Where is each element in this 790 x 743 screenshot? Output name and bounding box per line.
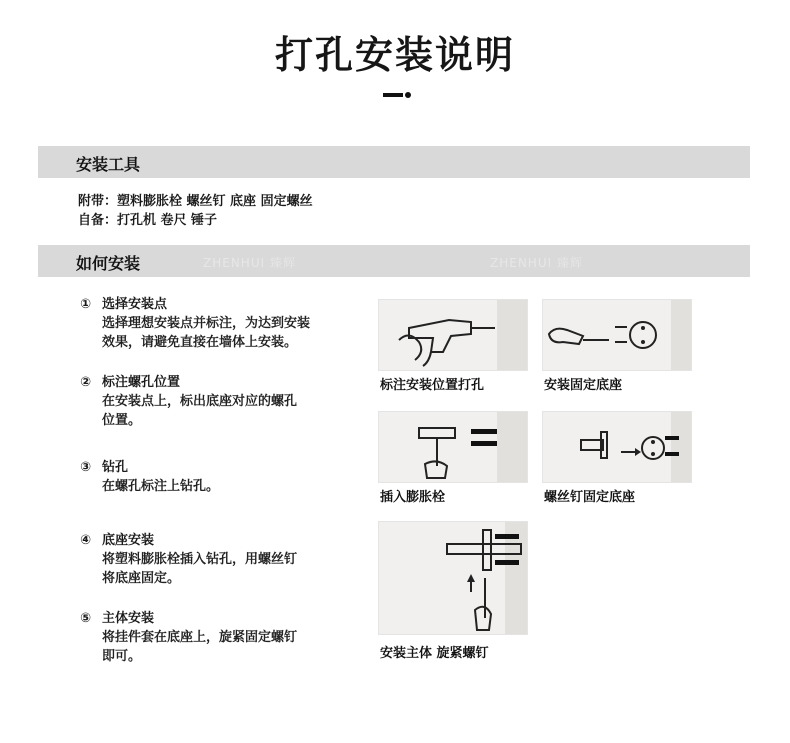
step-title: 选择安装点: [102, 297, 168, 312]
figure-screwdriver-base: [542, 299, 692, 371]
figure-caption: 螺丝钉固定底座: [544, 490, 636, 505]
step-number: ③: [80, 460, 92, 475]
watermark: ZHENHUI 臻辉: [490, 256, 583, 270]
tools-list: [78, 192, 313, 230]
hammer-anchor-icon: [379, 412, 527, 482]
screwdriver-base-icon: [543, 300, 691, 370]
figure-screw-base: [542, 411, 692, 483]
step-number: ⑤: [80, 611, 92, 626]
step-5: [80, 609, 297, 666]
figure-caption: 安装主体 旋紧螺钉: [380, 646, 489, 661]
step-4: [80, 531, 297, 588]
figure-caption: 标注安装位置打孔: [380, 378, 485, 393]
watermark: ZHENHUI 臻辉: [203, 256, 296, 270]
step-1: [80, 295, 310, 352]
step-desc-line: 在安装点上，标出底座对应的螺孔: [102, 394, 298, 409]
step-title: 底座安装: [102, 533, 155, 548]
screw-base-icon: [543, 412, 691, 482]
step-title: 钻孔: [102, 460, 129, 475]
step-desc-line: 即可。: [102, 649, 142, 664]
step-number: ②: [80, 375, 92, 390]
drill-icon: [379, 300, 527, 370]
page-title: 打孔安装说明: [274, 33, 515, 77]
step-desc-line: 选择理想安装点并标注，为达到安装: [102, 316, 311, 331]
step-desc-line: 效果，请避免直接在墙体上安装。: [102, 335, 298, 350]
hex-key-mount-icon: [379, 522, 527, 634]
section-band-tools: [38, 146, 750, 178]
step-title: 标注螺孔位置: [102, 375, 181, 390]
step-desc-line: 将底座固定。: [102, 571, 181, 586]
figure-drill: [378, 299, 528, 371]
tools-self-provided: 自备：打孔机 卷尺 锤子: [78, 213, 218, 228]
figure-caption: 插入膨胀栓: [380, 490, 446, 505]
step-title: 主体安装: [102, 611, 155, 626]
step-number: ④: [80, 533, 92, 548]
section-band-how: [38, 245, 750, 277]
step-desc-line: 将挂件套在底座上，旋紧固定螺钉: [102, 630, 298, 645]
section-heading-tools: 安装工具: [76, 155, 141, 174]
step-3: [80, 458, 219, 496]
step-number: ①: [80, 297, 92, 312]
figure-hex-key-mount: [378, 521, 528, 635]
section-heading-how: 如何安装: [76, 254, 141, 273]
step-2: [80, 373, 297, 430]
title-dot: [405, 92, 411, 98]
tools-included: 附带：塑料膨胀栓 螺丝钉 底座 固定螺丝: [78, 194, 313, 209]
step-desc-line: 在螺孔标注上钻孔。: [102, 479, 220, 494]
title-underline: [383, 93, 403, 97]
step-desc-line: 位置。: [102, 413, 142, 428]
figure-hammer-anchor: [378, 411, 528, 483]
figure-caption: 安装固定底座: [544, 378, 623, 393]
step-desc-line: 将塑料膨胀栓插入钻孔，用螺丝钉: [102, 552, 298, 567]
